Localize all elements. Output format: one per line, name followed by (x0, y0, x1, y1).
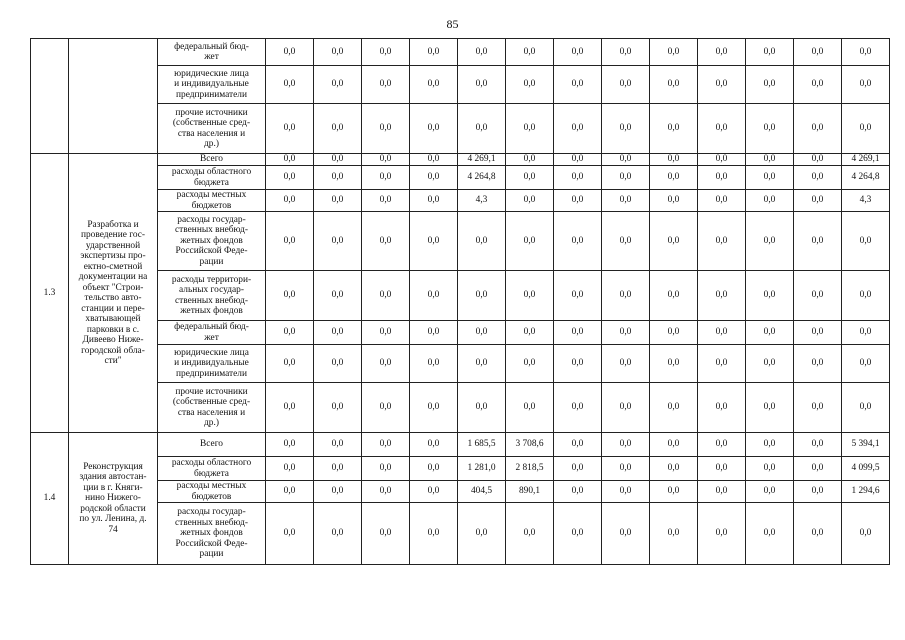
value-cell: 5 394,1 (842, 433, 890, 457)
table-row (31, 190, 890, 212)
value-cell: 0,0 (506, 154, 554, 166)
value-cell: 0,0 (698, 383, 746, 433)
value-cell: 0,0 (266, 104, 314, 154)
value-cell: 0,0 (410, 166, 458, 190)
value-cell: 0,0 (746, 383, 794, 433)
value-cell: 0,0 (506, 321, 554, 345)
value-cell: 0,0 (266, 154, 314, 166)
value-cell: 0,0 (842, 503, 890, 565)
value-cell: 0,0 (602, 154, 650, 166)
activity-name-cell (69, 39, 158, 154)
funding-source-cell: расходы местных бюджетов (158, 481, 266, 503)
value-cell: 0,0 (554, 166, 602, 190)
value-cell: 0,0 (698, 190, 746, 212)
table-row (31, 481, 890, 503)
value-cell: 0,0 (506, 66, 554, 104)
value-cell: 0,0 (266, 481, 314, 503)
value-cell: 0,0 (842, 39, 890, 66)
value-cell: 0,0 (698, 271, 746, 321)
value-cell: 0,0 (650, 433, 698, 457)
value-cell: 0,0 (314, 104, 362, 154)
value-cell: 0,0 (698, 433, 746, 457)
value-cell: 0,0 (458, 39, 506, 66)
value-cell: 0,0 (554, 271, 602, 321)
table-row (31, 321, 890, 345)
table-row (31, 212, 890, 271)
value-cell: 0,0 (410, 383, 458, 433)
value-cell: 0,0 (362, 212, 410, 271)
value-cell: 0,0 (506, 212, 554, 271)
value-cell: 0,0 (410, 345, 458, 383)
value-cell: 0,0 (410, 212, 458, 271)
value-cell: 0,0 (746, 66, 794, 104)
value-cell: 0,0 (554, 481, 602, 503)
funding-source-cell: расходы областного бюджета (158, 457, 266, 481)
value-cell: 0,0 (746, 39, 794, 66)
value-cell: 0,0 (458, 66, 506, 104)
value-cell: 0,0 (266, 39, 314, 66)
value-cell: 0,0 (698, 104, 746, 154)
value-cell: 0,0 (842, 104, 890, 154)
value-cell: 0,0 (314, 212, 362, 271)
value-cell: 0,0 (794, 166, 842, 190)
row-number-cell (31, 39, 69, 154)
value-cell: 0,0 (746, 190, 794, 212)
value-cell: 0,0 (554, 503, 602, 565)
value-cell: 0,0 (314, 271, 362, 321)
value-cell: 0,0 (362, 383, 410, 433)
value-cell: 0,0 (602, 345, 650, 383)
value-cell: 0,0 (746, 503, 794, 565)
funding-source-cell: федеральный бюд- жет (158, 321, 266, 345)
value-cell: 0,0 (506, 190, 554, 212)
value-cell: 0,0 (554, 190, 602, 212)
value-cell: 0,0 (314, 166, 362, 190)
value-cell: 0,0 (794, 39, 842, 66)
value-cell: 0,0 (794, 383, 842, 433)
value-cell: 0,0 (650, 212, 698, 271)
value-cell: 0,0 (650, 66, 698, 104)
value-cell: 890,1 (506, 481, 554, 503)
value-cell: 0,0 (362, 271, 410, 321)
table-row (31, 433, 890, 457)
value-cell: 0,0 (410, 190, 458, 212)
value-cell: 0,0 (458, 345, 506, 383)
value-cell: 0,0 (746, 321, 794, 345)
value-cell: 4,3 (458, 190, 506, 212)
value-cell: 1 685,5 (458, 433, 506, 457)
value-cell: 0,0 (410, 66, 458, 104)
value-cell: 0,0 (458, 271, 506, 321)
value-cell: 0,0 (794, 481, 842, 503)
row-number-cell: 1.4 (31, 433, 69, 565)
value-cell: 3 708,6 (506, 433, 554, 457)
value-cell: 0,0 (266, 503, 314, 565)
value-cell: 4 264,8 (458, 166, 506, 190)
value-cell: 0,0 (362, 481, 410, 503)
funding-source-cell: юридические лица и индивидуальные предприниматели (158, 345, 266, 383)
value-cell: 0,0 (314, 154, 362, 166)
value-cell: 0,0 (314, 345, 362, 383)
value-cell: 0,0 (650, 481, 698, 503)
value-cell: 0,0 (746, 154, 794, 166)
value-cell: 1 294,6 (842, 481, 890, 503)
value-cell: 0,0 (362, 39, 410, 66)
table-row (31, 271, 890, 321)
value-cell: 0,0 (506, 166, 554, 190)
value-cell: 0,0 (554, 457, 602, 481)
funding-source-cell: прочие источники (собственные сред- ства населения и др.) (158, 104, 266, 154)
funding-source-cell: федеральный бюд- жет (158, 39, 266, 66)
value-cell: 0,0 (602, 66, 650, 104)
value-cell: 0,0 (794, 457, 842, 481)
value-cell: 0,0 (746, 433, 794, 457)
value-cell: 0,0 (506, 503, 554, 565)
value-cell: 0,0 (602, 166, 650, 190)
value-cell: 0,0 (410, 503, 458, 565)
value-cell: 0,0 (794, 503, 842, 565)
value-cell: 0,0 (314, 383, 362, 433)
value-cell: 0,0 (746, 457, 794, 481)
value-cell: 0,0 (458, 104, 506, 154)
value-cell: 0,0 (554, 39, 602, 66)
value-cell: 0,0 (842, 321, 890, 345)
value-cell: 0,0 (362, 154, 410, 166)
value-cell: 0,0 (842, 66, 890, 104)
value-cell: 0,0 (650, 321, 698, 345)
value-cell: 0,0 (602, 190, 650, 212)
value-cell: 404,5 (458, 481, 506, 503)
value-cell: 0,0 (602, 383, 650, 433)
value-cell: 0,0 (554, 212, 602, 271)
row-number-cell: 1.3 (31, 154, 69, 433)
value-cell: 0,0 (602, 321, 650, 345)
value-cell: 0,0 (746, 271, 794, 321)
value-cell: 0,0 (266, 383, 314, 433)
value-cell: 0,0 (458, 503, 506, 565)
value-cell: 0,0 (794, 212, 842, 271)
table-row (31, 345, 890, 383)
value-cell: 0,0 (650, 190, 698, 212)
value-cell: 2 818,5 (506, 457, 554, 481)
value-cell: 0,0 (266, 457, 314, 481)
value-cell: 0,0 (794, 321, 842, 345)
value-cell: 0,0 (314, 503, 362, 565)
value-cell: 0,0 (362, 345, 410, 383)
value-cell: 0,0 (746, 104, 794, 154)
table-row (31, 154, 890, 166)
value-cell: 0,0 (794, 433, 842, 457)
value-cell: 0,0 (602, 212, 650, 271)
value-cell: 0,0 (410, 39, 458, 66)
value-cell: 0,0 (842, 383, 890, 433)
value-cell: 0,0 (266, 190, 314, 212)
value-cell: 0,0 (410, 154, 458, 166)
value-cell: 1 281,0 (458, 457, 506, 481)
value-cell: 0,0 (842, 212, 890, 271)
value-cell: 0,0 (266, 271, 314, 321)
value-cell: 0,0 (266, 345, 314, 383)
value-cell: 0,0 (602, 271, 650, 321)
value-cell: 0,0 (458, 383, 506, 433)
value-cell: 0,0 (362, 433, 410, 457)
value-cell: 0,0 (314, 433, 362, 457)
value-cell: 0,0 (554, 433, 602, 457)
value-cell: 0,0 (650, 104, 698, 154)
value-cell: 0,0 (794, 104, 842, 154)
value-cell: 0,0 (362, 166, 410, 190)
activity-name-cell: Реконструкция здания автостан- ции в г. Княги- нино Нижего- родской области по ул. Ленина, д. 74 (69, 433, 158, 565)
value-cell: 0,0 (554, 66, 602, 104)
value-cell: 0,0 (266, 66, 314, 104)
value-cell: 0,0 (266, 212, 314, 271)
value-cell: 0,0 (650, 271, 698, 321)
value-cell: 0,0 (554, 383, 602, 433)
value-cell: 0,0 (650, 39, 698, 66)
value-cell: 0,0 (362, 190, 410, 212)
table-row (31, 503, 890, 565)
funding-source-cell: расходы местных бюджетов (158, 190, 266, 212)
value-cell: 4 269,1 (842, 154, 890, 166)
value-cell: 0,0 (602, 503, 650, 565)
value-cell: 0,0 (362, 104, 410, 154)
value-cell: 0,0 (602, 457, 650, 481)
value-cell: 0,0 (698, 39, 746, 66)
value-cell: 0,0 (698, 503, 746, 565)
value-cell: 0,0 (602, 104, 650, 154)
value-cell: 0,0 (842, 271, 890, 321)
value-cell: 0,0 (314, 457, 362, 481)
value-cell: 0,0 (266, 321, 314, 345)
value-cell: 0,0 (746, 345, 794, 383)
funding-source-cell: расходы областного бюджета (158, 166, 266, 190)
value-cell: 0,0 (698, 154, 746, 166)
value-cell: 0,0 (650, 383, 698, 433)
table-row (31, 383, 890, 433)
funding-source-cell: расходы территори- альных государ- ственных внебюд- жетных фондов (158, 271, 266, 321)
page-number: 85 (446, 17, 459, 31)
value-cell: 0,0 (554, 104, 602, 154)
value-cell: 4 099,5 (842, 457, 890, 481)
value-cell: 0,0 (602, 39, 650, 66)
value-cell: 0,0 (554, 154, 602, 166)
table-row (31, 104, 890, 154)
value-cell: 0,0 (698, 481, 746, 503)
value-cell: 0,0 (362, 457, 410, 481)
value-cell: 0,0 (746, 166, 794, 190)
value-cell: 0,0 (842, 345, 890, 383)
funding-source-cell: расходы государ- ственных внебюд- жетных фондов Российской Феде- рации (158, 212, 266, 271)
value-cell: 0,0 (650, 166, 698, 190)
value-cell: 0,0 (314, 39, 362, 66)
value-cell: 0,0 (698, 345, 746, 383)
funding-source-cell: юридические лица и индивидуальные предприниматели (158, 66, 266, 104)
value-cell: 0,0 (698, 321, 746, 345)
value-cell: 0,0 (314, 66, 362, 104)
value-cell: 0,0 (314, 481, 362, 503)
value-cell: 0,0 (698, 457, 746, 481)
table-row (31, 166, 890, 190)
value-cell: 0,0 (506, 271, 554, 321)
value-cell: 0,0 (410, 457, 458, 481)
value-cell: 0,0 (362, 321, 410, 345)
table-row (31, 457, 890, 481)
budget-table (30, 38, 890, 565)
table-row (31, 39, 890, 66)
value-cell: 0,0 (794, 271, 842, 321)
value-cell: 0,0 (410, 321, 458, 345)
value-cell: 0,0 (410, 433, 458, 457)
activity-name-cell: Разработка и проведение гос- ударственной экспертизы про- ектно-сметной документации на объект "Строи- тельство авто- станции и пере- хватывающей парковки в с. Дивеево Ниже- городской обла- сти" (69, 154, 158, 433)
value-cell: 0,0 (410, 104, 458, 154)
value-cell: 4 264,8 (842, 166, 890, 190)
value-cell: 0,0 (698, 166, 746, 190)
value-cell: 0,0 (266, 166, 314, 190)
value-cell: 0,0 (794, 66, 842, 104)
value-cell: 0,0 (746, 481, 794, 503)
value-cell: 0,0 (314, 190, 362, 212)
table-row (31, 66, 890, 104)
value-cell: 0,0 (698, 66, 746, 104)
value-cell: 0,0 (362, 66, 410, 104)
value-cell: 0,0 (410, 481, 458, 503)
value-cell: 0,0 (506, 39, 554, 66)
value-cell: 0,0 (650, 154, 698, 166)
value-cell: 0,0 (650, 345, 698, 383)
value-cell: 0,0 (554, 345, 602, 383)
value-cell: 0,0 (314, 321, 362, 345)
value-cell: 0,0 (698, 212, 746, 271)
value-cell: 0,0 (266, 433, 314, 457)
value-cell: 0,0 (650, 503, 698, 565)
funding-source-cell: Всего (158, 433, 266, 457)
value-cell: 0,0 (794, 154, 842, 166)
value-cell: 4 269,1 (458, 154, 506, 166)
funding-source-cell: прочие источники (собственные сред- ства населения и др.) (158, 383, 266, 433)
value-cell: 0,0 (458, 212, 506, 271)
funding-source-cell: расходы государ- ственных внебюд- жетных фондов Российской Феде- рации (158, 503, 266, 565)
value-cell: 0,0 (410, 271, 458, 321)
value-cell: 0,0 (602, 433, 650, 457)
value-cell: 0,0 (554, 321, 602, 345)
funding-source-cell: Всего (158, 154, 266, 166)
value-cell: 0,0 (794, 345, 842, 383)
value-cell: 0,0 (362, 503, 410, 565)
value-cell: 0,0 (506, 104, 554, 154)
value-cell: 0,0 (458, 321, 506, 345)
value-cell: 0,0 (794, 190, 842, 212)
value-cell: 0,0 (506, 345, 554, 383)
value-cell: 0,0 (506, 383, 554, 433)
value-cell: 0,0 (602, 481, 650, 503)
value-cell: 0,0 (746, 212, 794, 271)
value-cell: 0,0 (650, 457, 698, 481)
value-cell: 4,3 (842, 190, 890, 212)
